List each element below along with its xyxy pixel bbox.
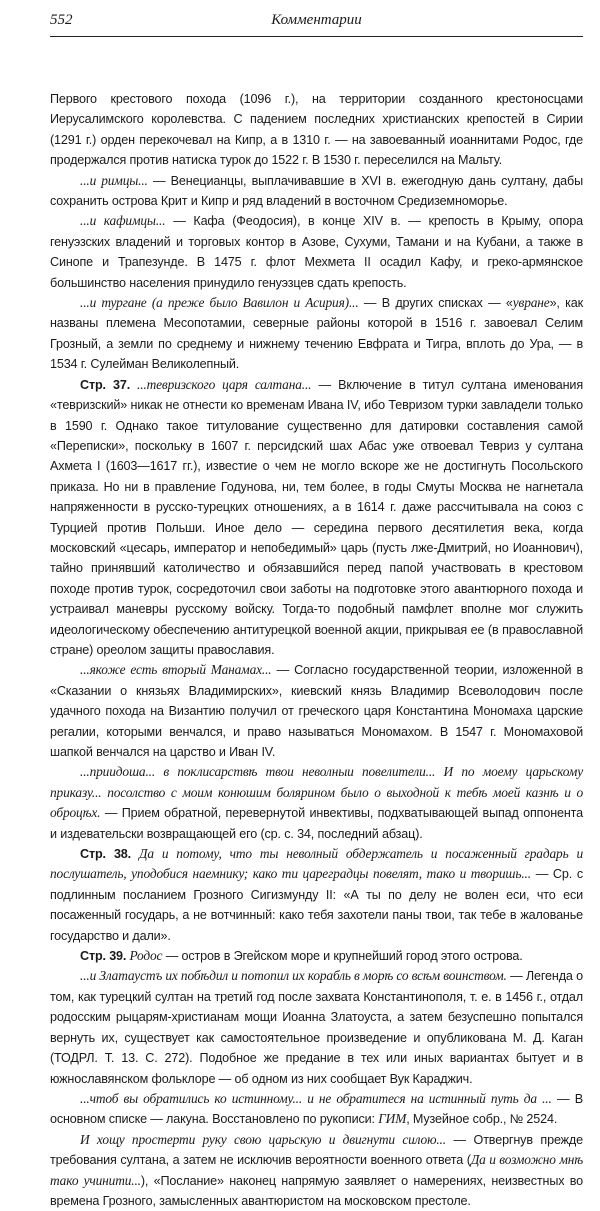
commentary-paragraph bbox=[50, 211, 583, 293]
comment-text: , Музейное собр., № 2524. bbox=[406, 1112, 558, 1127]
comment-text: — остров в Эгейском море и крупнейший город этого острова. bbox=[162, 949, 523, 964]
comment-text: — Ср. с подлинным посланием Грозного Сигизмунду II: «А ты по делу не волен еси, что еси посаженный государь, а не вотчинный: како тебя захотели паны твои, так тебе в жалованье государство и дали». bbox=[50, 867, 584, 943]
quoted-lemma: ...и Златаустъ их побѣдил и потопил их корабль в морѣ со всѣм воинством. bbox=[80, 968, 507, 984]
comment-text: — Отвергнув прежде требования султана, а затем не исключив вероятности военного ответа ( bbox=[50, 1132, 583, 1168]
commentary-paragraph bbox=[50, 844, 583, 946]
comment-text: — Венецианцы, выплачивавшие в XVI в. ежегодную дань султану, дабы сохранить острова Крит и Кипр и ряд владений в восточном Средиземноморье. bbox=[50, 173, 583, 209]
comment-text: — Кафа (Феодосия), в конце XIV в. — крепость в Крыму, опора генуэзских владений и торговых контор в Азове, Сухуми, Тамани и на Кубани, а также в Синопе и Трапезунде. В 1475 г. флот Мехмета II осадил Кафу, и греко-армянское большинство населения принудило генуэзцев сдать крепость. bbox=[50, 214, 583, 290]
quoted-lemma: Да и потому, что ты неволный обдержатель и посаженный градарь и послушатель, уподобися наемнику; како ти цареградцы повелят, тако и творишь... bbox=[50, 846, 583, 882]
comment-text: — В других списках — « bbox=[358, 296, 513, 311]
commentary-paragraph bbox=[50, 946, 583, 966]
commentary-paragraph bbox=[50, 293, 583, 375]
header-rule bbox=[50, 36, 583, 37]
quoted-lemma: ...якоже есть вторый Манамах... bbox=[80, 662, 272, 678]
comment-text: », как названы племена Месопотамии, северные районы которой в 1516 г. завоевал Селим Грозный, а земли по среднему и нижнему течению Евфрата и Тигра, вплоть до Ура, — в 1534 г. Сулейман Великолепный. bbox=[50, 296, 583, 372]
quoted-lemma: ГИМ bbox=[378, 1111, 407, 1127]
page-reference: Стр. 37. bbox=[80, 377, 131, 392]
commentary-paragraph bbox=[50, 1130, 583, 1211]
commentary-body bbox=[50, 89, 583, 1211]
commentary-paragraph bbox=[50, 89, 583, 171]
running-header bbox=[50, 10, 583, 34]
comment-text: — Легенда о том, как турецкий султан на третий год после захвата Константинополя, т. е. в 1456 г., отдал родосским рыцарям-христианам мощи Иоанна Златоуста, а затем безуспешно попытался вернуть их, существует как самостоятельное произведение и опубликована М. Д. Каган (ТОДРЛ. Т. 13. С. 272). Подобное же предание в тех или иных вариантах бытует и в южнославянском фольклоре — об одном из них сообщает Вук Караджич. bbox=[50, 969, 583, 1086]
commentary-paragraph bbox=[50, 966, 583, 1088]
running-title: Комментарии bbox=[271, 12, 362, 28]
quoted-lemma: И хощу простерти руку свою царьскую и двигнути силою... bbox=[80, 1131, 446, 1147]
comment-text: — Согласно государственной теории, изложенной в «Сказании о князьях Владимирских», киевский князь Владимир Всеволодович после удачного похода на Византию получил от греческого царя Константина Мономаха царские регалии, которыми венчался, и право называться Мономахом. В 1547 г. Мономаховой шапкой венчался на царство и Иван IV. bbox=[50, 663, 583, 759]
comment-text: — Прием обратной, перевернутой инвективы, подхватывающей выпад оппонента и издевательски возвращающей его (ср. с. 34, последний абзац). bbox=[50, 806, 583, 841]
commentary-paragraph bbox=[50, 762, 583, 844]
page-reference: Стр. 39. bbox=[80, 949, 127, 964]
commentary-paragraph bbox=[50, 375, 583, 661]
commentary-paragraph bbox=[50, 1089, 583, 1130]
comment-text: — Включение в титул султана именования «тевризский» никак не отнести ко временам Ивана IV, ибо Тевризом турки завладели только в 1590 г. Однако такое титулование существенно для датировки составления самой «Переписки», поскольку в 1607 г. персидский шах Абас уже отвоевал Тевриз у султана Ахмета I (1603—1617 гг.), известие о чем не могло вскоре же не достигнуть Посольского приказа. Но ни в правление Годунова, ни, тем более, в годы Смуты Москва не нагнетала напряженности в русско-турецких отношениях, а в 1614 г. даже рассчитывала на союз с Турцией против Польши. Иное дело — середина первого десятилетия века, когда московский «цесарь, император и непобедимый» царь (пусть лже-Дмитрий, но Иоаннович), тайно принявший католичество и обязавшийся перед папой участвовать в крестовом походе против турок, сосредоточил свои заботы на подготовке этого авантюрного похода и устраивал маневры русскому войску. Тогда-то подобный памфлет вполне мог служить идеологическому обеспечению антитурецкой военной акции, прикрывая ее (в православной стране) ореолом защиты православия. bbox=[50, 377, 583, 657]
quoted-lemma: ...и кафимцы... bbox=[80, 213, 166, 229]
quoted-lemma: ...чтоб вы обратились ко истинному... и не обратитеся на истинный путь да ... bbox=[80, 1090, 552, 1106]
comment-text: Первого крестового похода (1096 г.), на территории созданного крестоносцами Иерусалимского королевства. С падением последних христианских крепостей в Сирии (1291 г.) орден перекочевал на Кипр, а в 1310 г. — на завоеванный иоаннитами Родос, где продержался против натиска турок до 1522 г. В 1530 г. переселился на Мальту. bbox=[50, 92, 583, 168]
quoted-lemma: ...и римцы... bbox=[80, 172, 148, 188]
quoted-lemma: Да и возможно мнѣ тако учинити... bbox=[50, 1152, 583, 1188]
commentary-paragraph bbox=[50, 171, 583, 212]
comment-text: ), «Послание» наконец напрямую заявляет о намерениях, неизвестных во времена Грозного, замысленных авантюристом на московском престоле. bbox=[50, 1173, 583, 1208]
quoted-lemma: Родос bbox=[126, 948, 163, 964]
page-reference: Стр. 38. bbox=[80, 847, 132, 862]
quoted-lemma: ...приидоша... в поклисарствѣ твои неволныи повелители... И по моему царьскому приказу... посолство с моим конюшим болярином было о выходной к тебѣ моей казнѣ и о оброцѣх. bbox=[50, 764, 583, 821]
quoted-lemma: ...и тургане (а преже было Вавилон и Асирия)... bbox=[80, 295, 359, 311]
quoted-lemma: ...тевризского царя салтана... bbox=[130, 376, 312, 392]
quoted-lemma: увране bbox=[512, 295, 550, 311]
page-number: 552 bbox=[50, 12, 73, 28]
commentary-paragraph bbox=[50, 660, 583, 762]
comment-text: — В основном списке — лакуна. Восстановлено по рукописи: bbox=[50, 1091, 583, 1127]
